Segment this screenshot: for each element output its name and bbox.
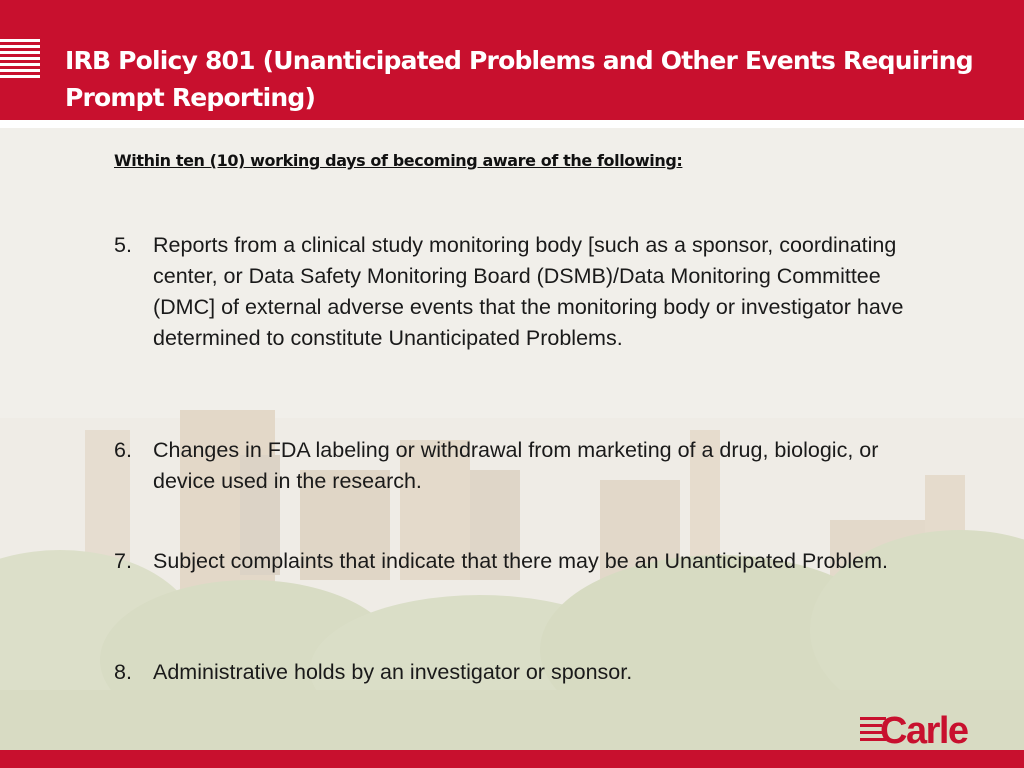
item-text: Subject complaints that indicate that there may be an Unanticipated Problem. xyxy=(153,549,888,573)
list-item xyxy=(114,546,904,577)
slide-subheading: Within ten (10) working days of becoming aware of the following: xyxy=(114,151,683,170)
item-number: 5. xyxy=(114,233,132,257)
item-number: 7. xyxy=(114,549,132,573)
item-text: Administrative holds by an investigator or sponsor. xyxy=(153,660,633,684)
footer-bar xyxy=(0,750,1024,768)
slide-title: IRB Policy 801 (Unanticipated Problems and Other Events Requiring Prompt Reporting) xyxy=(65,46,973,112)
item-number: 8. xyxy=(114,660,132,684)
header-divider xyxy=(0,120,1024,128)
list-item xyxy=(114,657,904,688)
menu-lines-icon xyxy=(0,39,40,81)
title-bar xyxy=(0,0,1024,120)
item-text: Reports from a clinical study monitoring body [such as a sponsor, coordinating center, or Data Safety Monitoring Board (DSMB)/Data Monitoring Committee (DMC] of external adverse events that the monitoring body or investigator have determined to constitute Unanticipated Problems. xyxy=(153,233,904,350)
carle-logo xyxy=(860,708,1000,748)
list-item xyxy=(114,230,904,354)
item-number: 6. xyxy=(114,438,132,462)
list-item xyxy=(114,435,904,497)
logo-wordmark: Carle xyxy=(880,710,968,748)
item-text: Changes in FDA labeling or withdrawal from marketing of a drug, biologic, or device used in the research. xyxy=(153,438,879,493)
